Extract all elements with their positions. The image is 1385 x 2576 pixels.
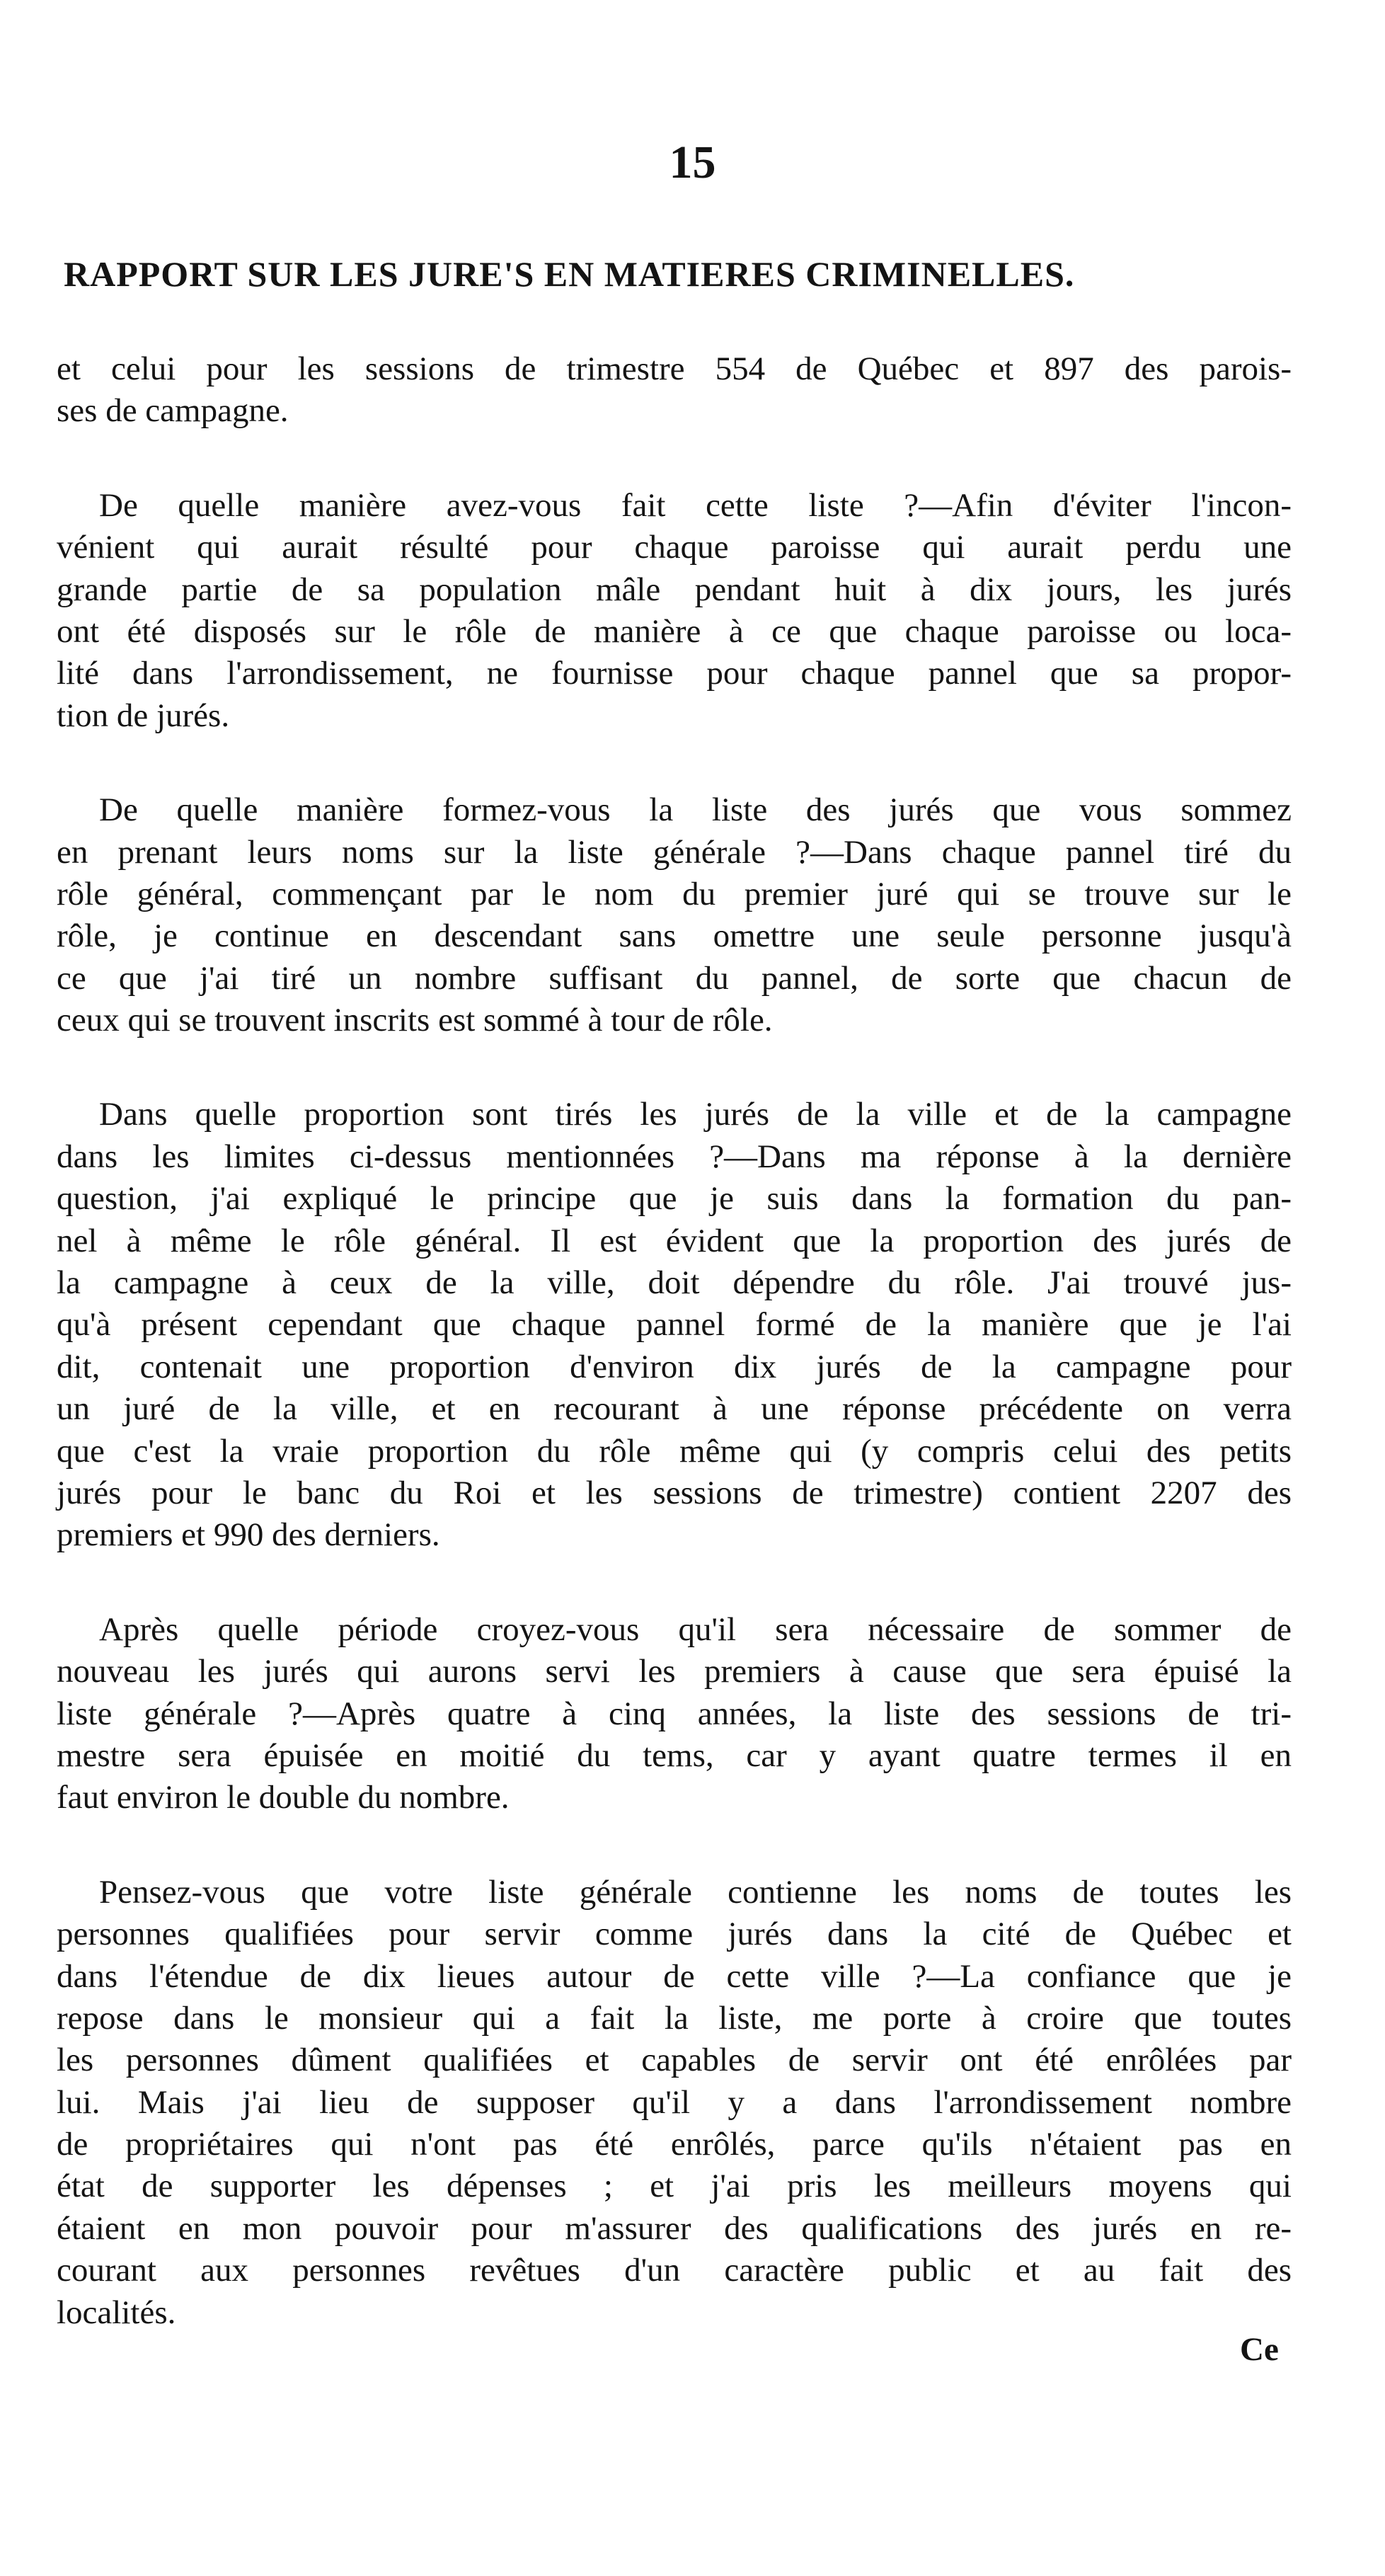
text-line: vénient qui aurait résulté pour chaque paroisse qui aurait perdu une — [57, 529, 1292, 566]
text-line: ont été disposés sur le rôle de manière à ce que chaque paroisse ou loca- — [57, 612, 1292, 650]
text-line: grande partie de sa population mâle pendant huit à dix jours, les jurés — [57, 571, 1292, 608]
text-line: nouveau les jurés qui aurons servi les premiers à cause que sera épuisé la — [57, 1653, 1292, 1690]
text-line: état de supporter les dépenses ; et j'ai pris les meilleurs moyens qui — [57, 2168, 1292, 2205]
text-line: faut environ le double du nombre. — [57, 1779, 510, 1816]
text-line: De quelle manière formez-vous la liste des jurés que vous sommez — [99, 791, 1292, 829]
page-number: 15 — [669, 137, 716, 188]
text-line: De quelle manière avez-vous fait cette liste ?—Afin d'éviter l'incon- — [99, 486, 1292, 524]
text-line: courant aux personnes revêtues d'un caractère public et au fait des — [57, 2252, 1292, 2289]
text-line: dans les limites ci-dessus mentionnées ?—Dans ma réponse à la dernière — [57, 1138, 1292, 1175]
text-line: rôle, je continue en descendant sans omettre une seule personne jusqu'à — [57, 917, 1292, 955]
text-line: tion de jurés. — [57, 697, 230, 734]
text-line: ceux qui se trouvent inscrits est sommé à tour de rôle. — [57, 1002, 773, 1039]
running-head: RAPPORT SUR LES JURE'S EN MATIERES CRIMINELLES. — [64, 254, 1075, 294]
text-line: lui. Mais j'ai lieu de supposer qu'il y a dans l'arrondissement nombre — [57, 2083, 1292, 2121]
catchword: Ce — [1240, 2331, 1279, 2368]
text-line: liste générale ?—Après quatre à cinq années, la liste des sessions de tri- — [57, 1695, 1292, 1732]
text-line: dit, contenait une proportion d'environ dix jurés de la campagne pour — [57, 1348, 1292, 1385]
text-line: question, j'ai expliqué le principe que je suis dans la formation du pan- — [57, 1180, 1292, 1218]
text-line: lité dans l'arrondissement, ne fournisse pour chaque pannel que sa propor- — [57, 655, 1292, 692]
text-line: rôle général, commençant par le nom du premier juré qui se trouve sur le — [57, 875, 1292, 912]
text-line: Pensez-vous que votre liste générale contienne les noms de toutes les — [99, 1873, 1292, 1911]
text-line: la campagne à ceux de la ville, doit dépendre du rôle. J'ai trouvé jus- — [57, 1264, 1292, 1302]
text-line: qu'à présent cependant que chaque pannel formé de la manière que je l'ai — [57, 1306, 1292, 1344]
paragraph — [57, 348, 1292, 433]
paragraph — [57, 789, 1292, 1041]
text-line: mestre sera épuisée en moitié du tems, car y ayant quatre termes il en — [57, 1736, 1292, 1774]
text-line: un juré de la ville, et en recourant à une réponse précédente on verra — [57, 1390, 1292, 1428]
text-line: jurés pour le banc du Roi et les sessions de trimestre) contient 2207 des — [57, 1474, 1292, 1511]
text-line: personnes qualifiées pour servir comme jurés dans la cité de Québec et — [57, 1916, 1292, 1953]
paragraph — [57, 485, 1292, 737]
text-line: et celui pour les sessions de trimestre 554 de Québec et 897 des parois- — [57, 350, 1292, 387]
text-line: les personnes dûment qualifiées et capables de servir ont été enrôlées par — [57, 2042, 1292, 2079]
text-line: dans l'étendue de dix lieues autour de cette ville ?—La confiance que je — [57, 1957, 1292, 1995]
text-line: Dans quelle proportion sont tirés les jurés de la ville et de la campagne — [99, 1096, 1292, 1133]
paragraph — [57, 1094, 1292, 1556]
text-line: ses de campagne. — [57, 392, 289, 430]
text-line: étaient en mon pouvoir pour m'assurer des qualifications des jurés en re- — [57, 2209, 1292, 2247]
text-line: localités. — [57, 2294, 176, 2331]
text-line: ce que j'ai tiré un nombre suffisant du pannel, de sorte que chacun de — [57, 959, 1292, 997]
text-line: que c'est la vraie proportion du rôle même qui (y compris celui des petits — [57, 1432, 1292, 1470]
text-line: de propriétaires qui n'ont pas été enrôlés, parce qu'ils n'étaient pas en — [57, 2126, 1292, 2163]
text-line: Après quelle période croyez-vous qu'il sera nécessaire de sommer de — [99, 1610, 1292, 1648]
body-text — [57, 348, 1292, 2386]
paragraph — [57, 1609, 1292, 1819]
text-line: nel à même le rôle général. Il est évident que la proportion des jurés de — [57, 1222, 1292, 1259]
text-line: premiers et 990 des derniers. — [57, 1516, 440, 1554]
text-line: en prenant leurs noms sur la liste générale ?—Dans chaque pannel tiré du — [57, 833, 1292, 871]
text-line: repose dans le monsieur qui a fait la liste, me porte à croire que toutes — [57, 1999, 1292, 2037]
paragraph — [57, 1872, 1292, 2334]
